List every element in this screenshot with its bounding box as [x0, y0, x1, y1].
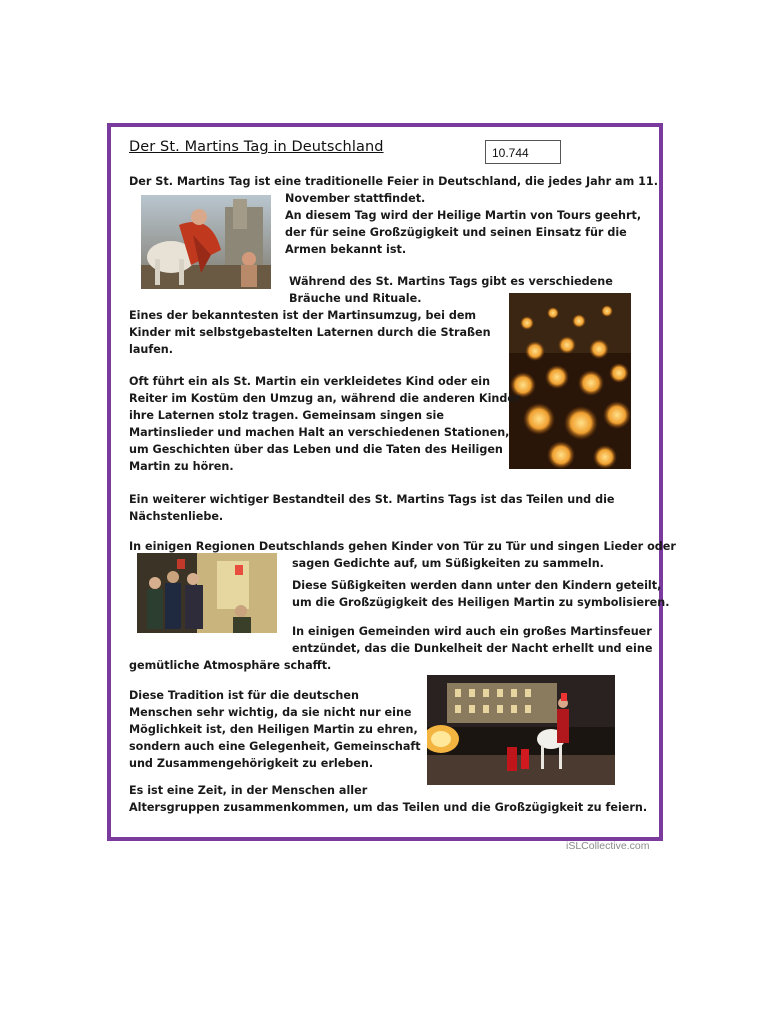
text-line: Während des St. Martins Tags gibt es verschiedene — [289, 275, 613, 288]
st-martin-painting-image — [141, 195, 271, 289]
text-line: Der St. Martins Tag ist eine traditionelle Feier in Deutschland, die jedes Jahr am 11. — [129, 175, 658, 188]
text-line: Diese Tradition ist für die deutschen — [129, 689, 359, 702]
text-line: laufen. — [129, 343, 174, 356]
lanterns-photo-image — [509, 293, 631, 469]
text-line: An diesem Tag wird der Heilige Martin von Tours geehrt, — [285, 209, 642, 222]
text-line: In einigen Regionen Deutschlands gehen Kinder von Tür zu Tür und singen Lieder oder — [129, 540, 676, 553]
text-line: der für seine Großzügigkeit und seinen Einsatz für die — [285, 226, 627, 239]
text-line: In einigen Gemeinden wird auch ein großes Martinsfeuer — [292, 625, 652, 638]
text-line: Eines der bekanntesten ist der Martinsumzug, bei dem — [129, 309, 477, 322]
children-singing-door-image — [137, 553, 277, 633]
text-line: Martinslieder und machen Halt an verschiedenen Stationen, — [129, 426, 510, 439]
text-line: Menschen sehr wichtig, da sie nicht nur eine — [129, 706, 412, 719]
text-line: Diese Süßigkeiten werden dann unter den Kindern geteilt, — [292, 579, 662, 592]
text-line: Möglichkeit ist, den Heiligen Martin zu ehren, — [129, 723, 418, 736]
text-line: Reiter im Kostüm den Umzug an, während die anderen Kinder — [129, 392, 521, 405]
worksheet-code-box: 10.744 — [485, 140, 561, 164]
text-line: Armen bekannt ist. — [285, 243, 407, 256]
text-line: sondern auch eine Gelegenheit, Gemeinschaft — [129, 740, 421, 753]
text-line: sagen Gedichte auf, um Süßigkeiten zu sammeln. — [292, 557, 604, 570]
text-line: um Geschichten über das Leben und die Taten des Heiligen — [129, 443, 503, 456]
text-line: um die Großzügigkeit des Heiligen Martin zu symbolisieren. — [292, 596, 670, 609]
text-line: Altersgruppen zusammenkommen, um das Teilen und die Großzügigkeit zu feiern. — [129, 801, 648, 814]
procession-night-image — [427, 675, 615, 785]
text-line: ihre Laternen stolz tragen. Gemeinsam singen sie — [129, 409, 444, 422]
text-line: gemütliche Atmosphäre schafft. — [129, 659, 332, 672]
text-line: und Zusammengehörigkeit zu erleben. — [129, 757, 374, 770]
watermark-footer: iSLCollective.com — [566, 840, 650, 852]
text-line: Martin zu hören. — [129, 460, 234, 473]
text-line: November stattfindet. — [285, 192, 426, 205]
text-line: Es ist eine Zeit, in der Menschen aller — [129, 784, 368, 797]
text-line: Nächstenliebe. — [129, 510, 224, 523]
page-title: Der St. Martins Tag in Deutschland — [129, 139, 384, 155]
text-line: Oft führt ein als St. Martin ein verkleidetes Kind oder ein — [129, 375, 491, 388]
text-line: Ein weiterer wichtiger Bestandteil des St. Martins Tags ist das Teilen und die — [129, 493, 615, 506]
text-line: entzündet, das die Dunkelheit der Nacht erhellt und eine — [292, 642, 653, 655]
worksheet — [107, 123, 676, 841]
text-line: Kinder mit selbstgebastelten Laternen durch die Straßen — [129, 326, 491, 339]
text-line: Bräuche und Rituale. — [289, 292, 422, 305]
